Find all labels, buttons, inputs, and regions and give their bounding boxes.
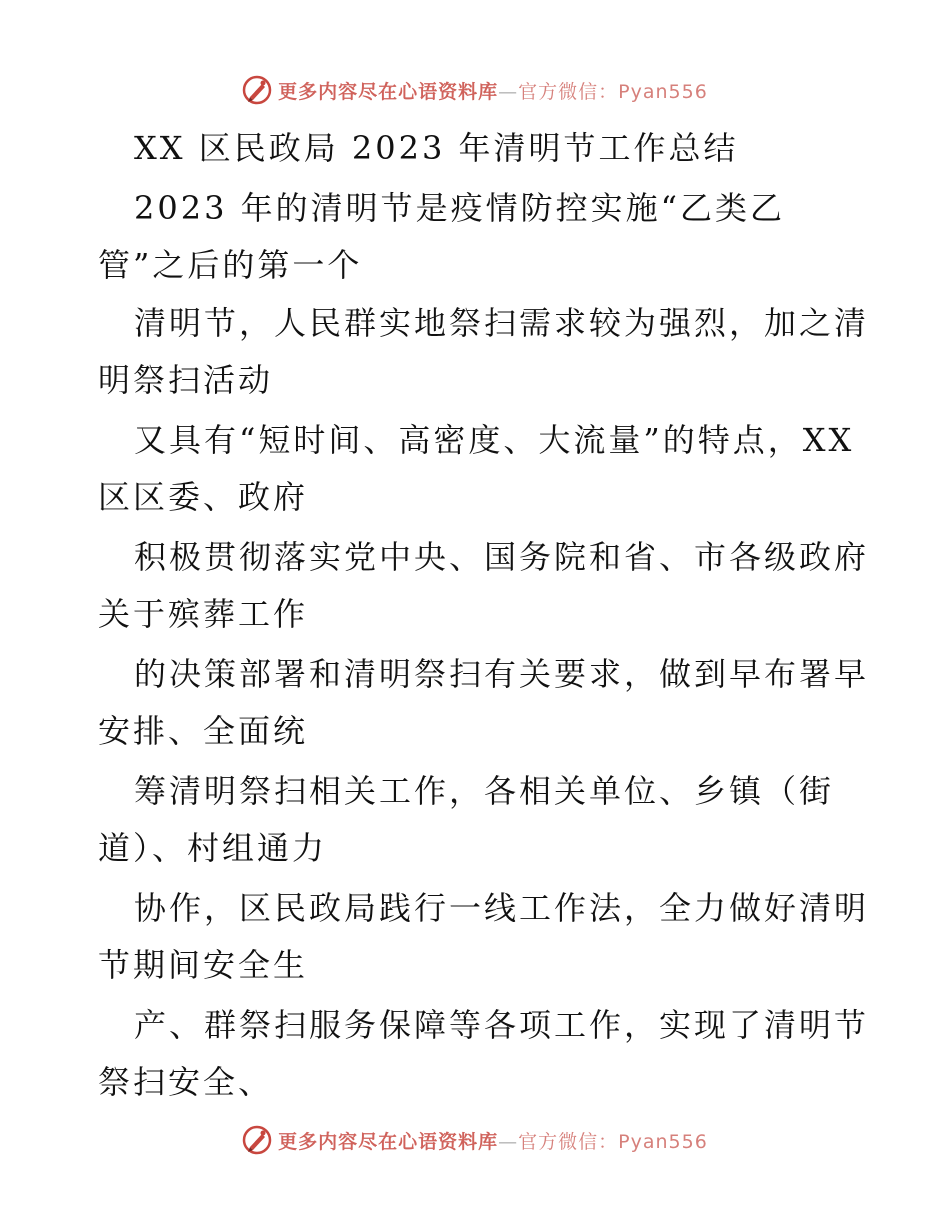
paragraph-line: 明祭扫活动 [98, 361, 274, 399]
watermark-separator: — [498, 1130, 519, 1153]
paragraph-line: 区区委、政府 [98, 478, 309, 516]
paragraph-line: 安排、全面统 [98, 712, 309, 750]
paragraph-line: 筹清明祭扫相关工作，各相关单位、乡镇（街 [134, 772, 835, 810]
paragraph-line: 积极贯彻落实党中央、国务院和省、市各级政府 [134, 538, 870, 576]
paragraph-line: 节期间安全生 [98, 946, 309, 984]
paragraph-line: 祭扫安全、 [98, 1063, 274, 1101]
document-title: XX 区民政局 2023 年清明节工作总结 [134, 129, 739, 167]
paragraph-line: 清明节，人民群实地祭扫需求较为强烈，加之清 [134, 304, 870, 342]
watermark-contact: 官方微信：Pyan556 [518, 80, 708, 103]
pen-logo-icon [242, 1125, 272, 1155]
paragraph-line: 2023 年的清明节是疫情防控实施“乙类乙 [134, 189, 785, 227]
watermark-brand: 更多内容尽在心语资料库 [278, 1130, 499, 1153]
watermark-brand: 更多内容尽在心语资料库 [278, 80, 499, 103]
watermark-text [278, 1127, 708, 1154]
paragraph-line: 管”之后的第一个 [98, 246, 363, 284]
paragraph-line: 的决策部署和清明祭扫有关要求，做到早布署早 [134, 655, 870, 693]
watermark-footer [0, 1122, 950, 1158]
paragraph-line: 协作，区民政局践行一线工作法，全力做好清明 [134, 889, 870, 927]
watermark-contact: 官方微信：Pyan556 [518, 1130, 708, 1153]
paragraph-line: 关于殡葬工作 [98, 595, 309, 633]
paragraph-line: 道）、村组通力 [98, 829, 328, 867]
watermark-separator: — [498, 80, 519, 103]
paragraph-line: 又具有“短时间、高密度、大流量”的特点，XX [134, 421, 855, 459]
paragraph-line: 产、群祭扫服务保障等各项工作，实现了清明节 [134, 1006, 870, 1044]
